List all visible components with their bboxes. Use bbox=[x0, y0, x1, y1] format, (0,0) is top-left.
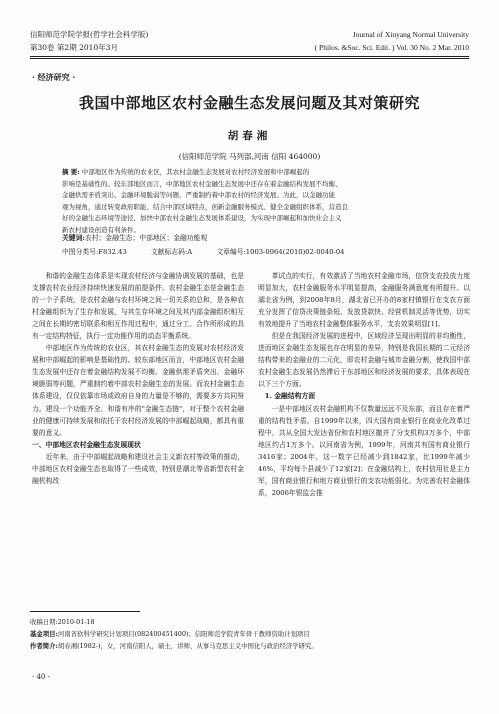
header-rule-thin bbox=[30, 58, 469, 59]
footnote bbox=[30, 616, 470, 652]
abstract bbox=[62, 167, 437, 237]
paragraph: 革试点的实行，有效激活了当地农村金融市场，信贷支农投放力度明显加大，农村金融服务水平明显提高，金融服务满意度有所提升。以湖北省为例，到2008年8月，湖北省已开办的8家村镇银行在支农方面充分发挥了信贷决策链条短、发放贷款快、经营机制灵活等优势，切实有效地提升了当地农村金融整体服务水平，支农效果明显[1]。 bbox=[258, 272, 470, 329]
abstract-line: 摘 要: 中部地区作为传统的农业区，其农村金融生态发展对农村经济发展和中部崛起的 bbox=[62, 168, 310, 176]
paragraph: 但是在我国经济发展的进程中，区域经济呈现出明显的非均衡性，进而地区金融生态发展也存在明显的差异，特别是我国长期的二元经济结构带来的金融业的二元化，即农村金融与城市金融分割，使我国中部农村金融生态发展仍然滞后于东部地区和经济发展的要求，具体表现在以下三个方面。 bbox=[258, 332, 470, 389]
classification-line bbox=[62, 246, 462, 256]
journal-issue bbox=[30, 42, 469, 53]
section-heading: 一、中部地区农村金融生态发展现状 bbox=[32, 440, 141, 449]
keywords-text: 农村；金融生态；中部地区；金融功能观 bbox=[84, 234, 208, 242]
keywords-label: 关键词: bbox=[62, 234, 85, 242]
section-label: · 经济研究 · bbox=[32, 72, 76, 82]
header-rule bbox=[30, 56, 469, 57]
abstract-line: 影响是基础性的。较东部地区而言，中部地区农村金融生态发展中还存在着金融结构发展不均衡、 bbox=[62, 179, 342, 188]
author-bio: 作者简介:胡春湘(1982-)，女，河南信阳人，硕士，讲师，从事马克思主义中国化与政治经济学研究。 bbox=[30, 642, 318, 650]
footnote-rule bbox=[30, 611, 140, 612]
author-affiliation: (信阳师范学院 马列部,河南 信阳 464000) bbox=[178, 152, 321, 161]
paragraph: 和谐的金融生态体系是实现农村经济与金融协调发展的基础，也是支撑农村农业经济持续快速发展的前提条件。农村金融生态是金融生态的一个子系统，是农村金融与农村环境之间一切关系的总和，是各种农村金融组织为了生存和发展，与其生存环境之间及其内部金融组织相互之间在长期的密切联系和相互作用过程中，通过分工、合作所形成的具有一定结构特征，执行一定功能作用的动态平衡系统。 bbox=[32, 272, 244, 341]
paragraph: 近年来，由于中部崛起战略和建设社会主义新农村等政策的推动，中部地区农村金融生态也取得了一些成效，特别是潮北等省新型农村金融机构改 bbox=[32, 452, 244, 485]
clc-number: 中图分类号:F832.43 bbox=[62, 248, 127, 256]
paragraph: 一是中部地区农村金融机构不仅数量远远不及东部，而且存在着严重的结构性矛盾。自1999年以来，四大国有商业银行在商业化改革过程中，共从全国大发达省份和农村地区撤并了分支机构3万多个，中部地区约占1万多个。以河南省为例，1999年，河南共有国有商业银行3416家；2004年，这一数字已经减少到1842家，比1999年减少46%，平均每个县减少了12家[2]；在金融结构上，农村信用社是主力军，国有商业银行和地方商业银行的支农功能弱化。为完善农村金融体系，2006年银监会推 bbox=[258, 404, 470, 497]
right-column bbox=[258, 270, 470, 499]
subsection-heading: 1. 金融结构方面 bbox=[264, 392, 316, 401]
article-title: 我国中部地区农村金融生态发展问题及其对策研究 bbox=[78, 94, 420, 112]
keywords bbox=[62, 233, 442, 244]
left-column bbox=[32, 270, 244, 487]
article-number: 文章编号:1003-0964(2010)02-0040-04 bbox=[216, 248, 345, 256]
abstract-line: 金融供需矛盾突出、金融环境脆弱等问题，严重制约着中部农村的经济发展。为此，以金融功能 bbox=[62, 191, 335, 200]
abstract-line: 好的金融生态环境等途径，加快中部农村金融生态发展体系建设，为实现中部崛起和加快社会主义 bbox=[62, 214, 342, 223]
issue-en: ( Philos. &Soc. Sci. Edit. ) Vol. 30 No. 2 Mar. 2010 bbox=[314, 43, 469, 52]
journal-name-cn: 信阳师范学院学报(哲学社会科学版) bbox=[30, 30, 149, 39]
paragraph: 中部地区作为传统的农业区，其农村金融生态的发展对农村经济发展和中部崛起的影响是基础性的。较东部地区而言，中部地区农村金融生态发展中还存在着金融结构发展不均衡、金融供需矛盾突出、金融环境脆弱等问题，严重制约着中部农村金融生态的发展。而农村金融生态体系建设，仅仅依靠市场或政府自身的力量是不够的，需要多方共同努力。建设一个功能齐全、和谐有序的"金融生态链"，对于整个农村金融业的健康可持续发展和依托于农村经济发展的中部崛起战略，都具有重要的意义。 bbox=[32, 344, 244, 437]
page-number: · 40 · bbox=[32, 673, 50, 681]
doc-code: 文献标志码:A bbox=[150, 248, 193, 256]
author-name: 胡春湘 bbox=[227, 130, 272, 142]
abstract-label: 摘 要: bbox=[62, 168, 80, 176]
fund-line: 基金项目:河南省软科学研究计划项目(082400451400)；信阳师范学院青年骨干教师资助计划项目 bbox=[30, 630, 310, 638]
received-date: 收稿日期:2010-01-18 bbox=[30, 618, 95, 626]
abstract-line: 新农村建设创造有利条件。 bbox=[62, 225, 140, 234]
issue-cn: 第30卷 第2期 2010年3月 bbox=[30, 43, 118, 52]
journal-header bbox=[30, 29, 469, 40]
journal-name-en: Journal of Xinyang Normal University bbox=[352, 30, 469, 39]
abstract-line: 观为视角，通过转变政府职能、结合中部区域特点，创新金融服务模式、健全金融组织体系，营造良 bbox=[62, 202, 348, 211]
